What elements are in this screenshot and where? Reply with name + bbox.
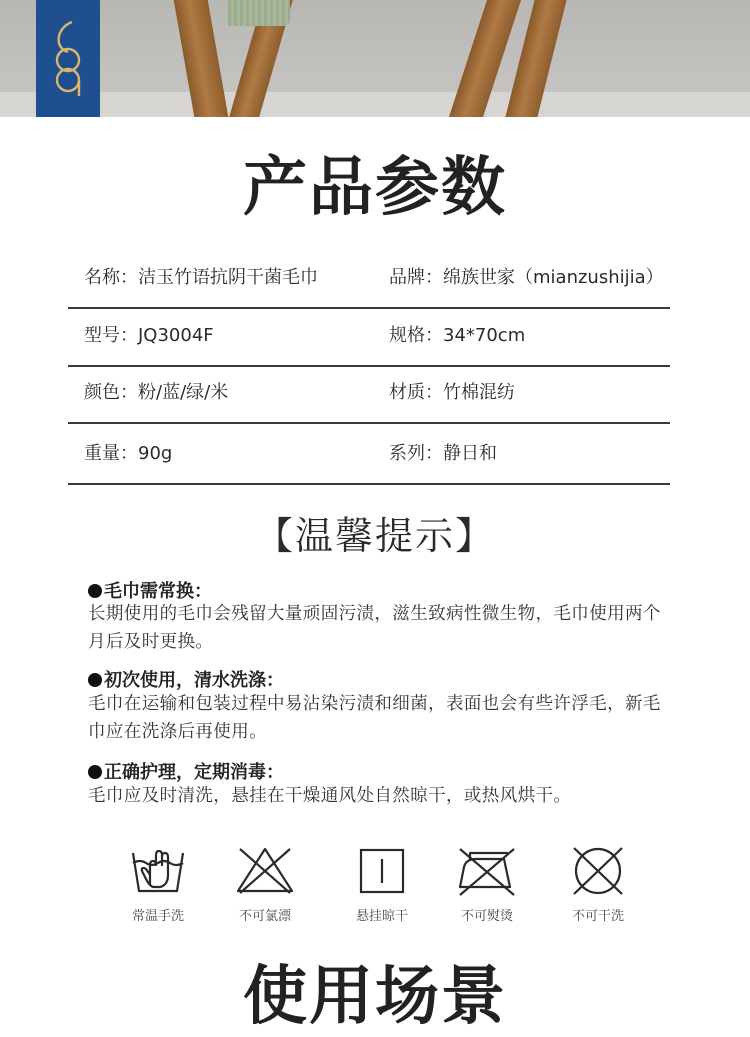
- care-item: [108, 845, 208, 924]
- tips-title: 【温馨提示】: [254, 514, 495, 558]
- brand-logo: [36, 0, 100, 117]
- brand-logo-icon: [46, 14, 90, 104]
- no-iron-icon: [454, 845, 520, 897]
- spec-name: 名称：洁玉竹语抗阴干菌毛巾: [84, 267, 318, 288]
- section-title-specs: 产品参数: [243, 151, 507, 225]
- spec-color: 颜色：粉/蓝/绿/米: [84, 382, 229, 403]
- bullet-icon: [88, 673, 102, 687]
- care-item: [548, 845, 648, 924]
- spec-weight: 重量：90g: [84, 443, 173, 464]
- spec-row: [68, 425, 670, 485]
- spec-row: [68, 249, 670, 309]
- tip-heading: [88, 666, 284, 692]
- spec-row: [68, 307, 670, 367]
- tip-heading: [88, 758, 284, 784]
- tip-heading-text: 初次使用，清水洗涤：: [104, 670, 284, 691]
- spec-row: [68, 364, 670, 424]
- care-item: [332, 845, 432, 924]
- line-dry-icon: [356, 845, 408, 897]
- care-item: [215, 845, 315, 924]
- spec-brand: 品牌：绵族世家（mianzushijia）: [389, 267, 664, 288]
- tip-heading-text: 正确护理，定期消毒：: [104, 762, 284, 783]
- bullet-icon: [88, 765, 102, 779]
- care-label: 常温手洗: [131, 909, 184, 924]
- tip-body: 毛巾在运输和包装过程中易沾染污渍和细菌，表面也会有些许浮毛，新毛巾应在洗涤后再使用。: [88, 694, 661, 742]
- no-bleach-icon: [234, 845, 296, 897]
- spec-material: 材质：竹棉混纺: [389, 382, 515, 403]
- spec-size: 规格：34*70cm: [389, 325, 526, 346]
- hand-wash-icon: [130, 845, 186, 897]
- tip-heading-text: 毛巾需常换：: [104, 581, 212, 602]
- spec-series: 系列：静日和: [389, 443, 497, 464]
- tip-body: 长期使用的毛巾会残留大量顽固污渍，滋生致病性微生物，毛巾使用两个月后及时更换。: [88, 604, 661, 652]
- no-dry-clean-icon: [570, 845, 626, 897]
- floor: [0, 92, 750, 117]
- care-item: [437, 845, 537, 924]
- bullet-icon: [88, 584, 102, 598]
- tip-body: 毛巾应及时清洗，悬挂在干燥通风处自然晾干，或热风烘干。: [88, 786, 572, 806]
- care-label: 不可干洗: [571, 909, 624, 924]
- care-label: 不可熨烫: [460, 909, 513, 924]
- header-photo: [0, 0, 750, 117]
- towel: [228, 0, 290, 26]
- care-label: 悬挂晾干: [355, 909, 408, 924]
- care-label: 不可氯漂: [238, 909, 291, 924]
- spec-model: 型号：JQ3004F: [84, 325, 214, 346]
- section-title-scenes: 使用场景: [243, 960, 507, 1034]
